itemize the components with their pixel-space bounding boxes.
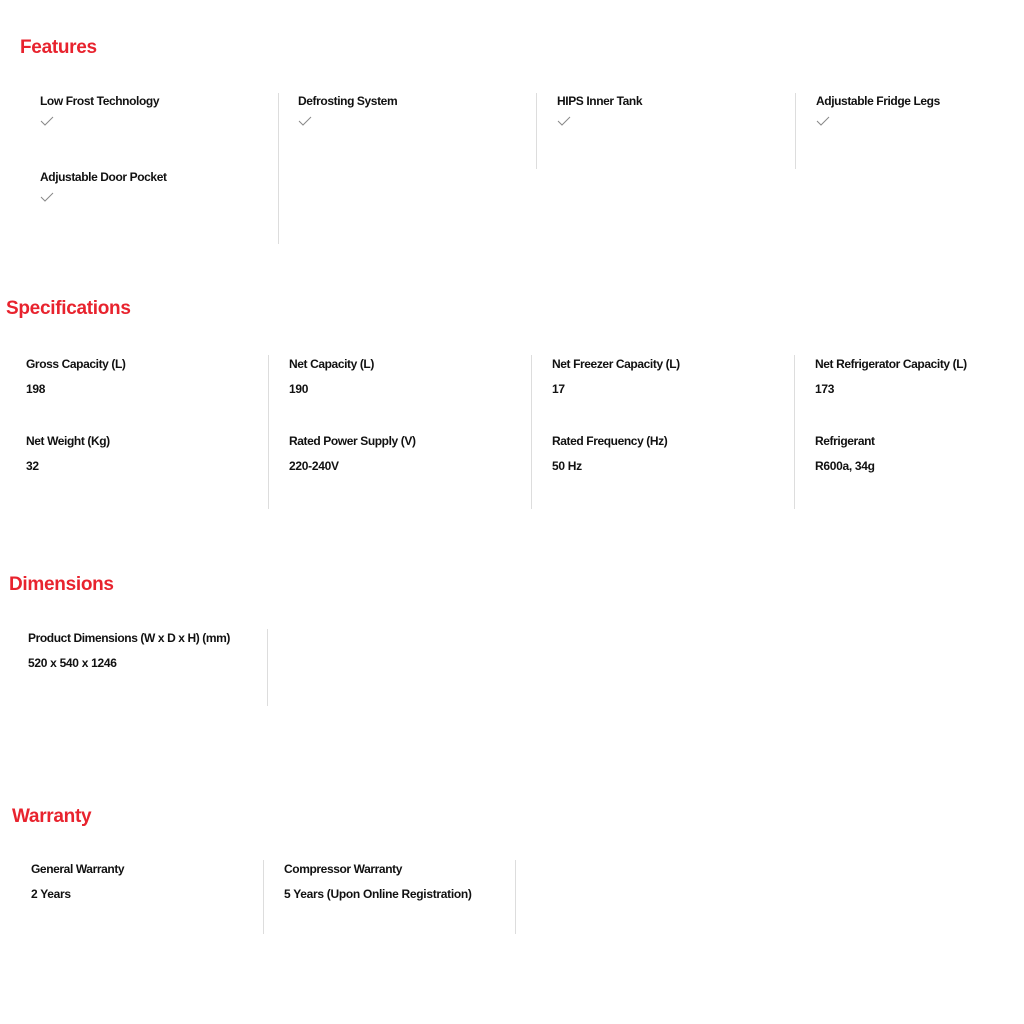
feature-item	[816, 94, 1024, 128]
dimensions-heading: Dimensions	[9, 574, 114, 595]
feature-item	[40, 94, 280, 128]
spec-value: 173	[815, 382, 835, 396]
spec-item	[289, 357, 529, 396]
column-divider	[278, 93, 279, 244]
column-divider	[515, 860, 516, 934]
dimension-item	[28, 631, 268, 670]
spec-label: Net Capacity (L)	[289, 357, 374, 371]
check-icon	[816, 114, 830, 128]
check-icon	[40, 190, 54, 204]
spec-value: 17	[552, 382, 565, 396]
column-divider	[268, 355, 269, 509]
spec-label: Rated Power Supply (V)	[289, 434, 416, 448]
spec-item	[552, 357, 792, 396]
warranty-item	[284, 862, 524, 901]
spec-item	[289, 434, 529, 473]
specifications-heading: Specifications	[6, 298, 131, 319]
check-icon	[298, 114, 312, 128]
spec-value: 32	[26, 459, 39, 473]
spec-label: Net Weight (Kg)	[26, 434, 110, 448]
check-icon	[557, 114, 571, 128]
spec-value: 220-240V	[289, 459, 339, 473]
feature-item	[40, 170, 280, 204]
warranty-label: General Warranty	[31, 862, 125, 876]
spec-label: Net Freezer Capacity (L)	[552, 357, 680, 371]
spec-item	[26, 357, 266, 396]
spec-item	[552, 434, 792, 473]
feature-label: HIPS Inner Tank	[557, 94, 643, 108]
spec-label: Gross Capacity (L)	[26, 357, 126, 371]
column-divider	[794, 355, 795, 509]
spec-value: R600a, 34g	[815, 459, 875, 473]
feature-label: Low Frost Technology	[40, 94, 160, 108]
spec-label: Net Refrigerator Capacity (L)	[815, 357, 967, 371]
dimension-value: 520 x 540 x 1246	[28, 656, 117, 670]
spec-label: Rated Frequency (Hz)	[552, 434, 668, 448]
spec-label: Refrigerant	[815, 434, 875, 448]
feature-label: Adjustable Door Pocket	[40, 170, 167, 184]
spec-item	[26, 434, 266, 473]
spec-value: 198	[26, 382, 46, 396]
dimension-label: Product Dimensions (W x D x H) (mm)	[28, 631, 231, 645]
feature-label: Defrosting System	[298, 94, 398, 108]
column-divider	[267, 629, 268, 706]
spec-item	[815, 434, 1024, 473]
warranty-value: 5 Years (Upon Online Registration)	[284, 887, 472, 901]
features-heading: Features	[20, 37, 97, 58]
warranty-label: Compressor Warranty	[284, 862, 402, 876]
warranty-value: 2 Years	[31, 887, 71, 901]
feature-label: Adjustable Fridge Legs	[816, 94, 940, 108]
feature-item	[298, 94, 538, 128]
spec-value: 190	[289, 382, 309, 396]
spec-value: 50 Hz	[552, 459, 582, 473]
column-divider	[531, 355, 532, 509]
column-divider	[263, 860, 264, 934]
column-divider	[536, 93, 537, 169]
check-icon	[40, 114, 54, 128]
feature-item	[557, 94, 797, 128]
spec-item	[815, 357, 1024, 396]
warranty-item	[31, 862, 271, 901]
warranty-heading: Warranty	[12, 806, 92, 827]
column-divider	[795, 93, 796, 169]
